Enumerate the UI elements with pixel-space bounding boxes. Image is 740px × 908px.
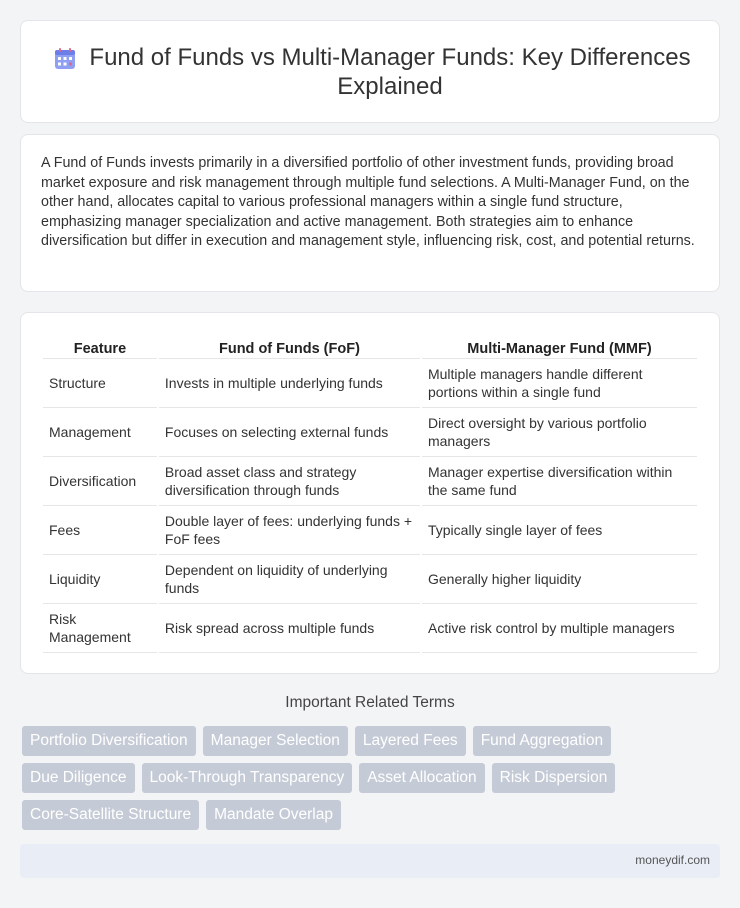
intro-paragraph: A Fund of Funds invests primarily in a diversified portfolio of other investment funds, providing broad market exposure and risk management through multiple fund selections. A Multi-Manager Fund, on the other hand, allocates capital to various professional managers within a single fund structure, emphasizing manager specialization and active management. Both strategies aim to enhance diversification but differ in execution and management style, influencing risk, cost, and potential returns.: [41, 155, 695, 249]
tag-manager-selection[interactable]: Manager Selection: [203, 726, 348, 756]
cell-fof: Invests in multiple underlying funds: [159, 359, 420, 408]
cell-feature: Diversification: [43, 457, 157, 506]
tag-fund-aggregation[interactable]: Fund Aggregation: [473, 726, 611, 756]
tag-look-through-transparency[interactable]: Look-Through Transparency: [142, 763, 353, 793]
cell-feature: Risk Management: [43, 604, 157, 653]
comparison-table: [41, 335, 699, 653]
cell-feature: Fees: [43, 506, 157, 555]
tag-due-diligence[interactable]: Due Diligence: [22, 763, 135, 793]
table-row: [43, 604, 697, 653]
cell-mmf: Typically single layer of fees: [422, 506, 697, 555]
footer-site-link[interactable]: moneydif.com: [635, 853, 710, 867]
tag-asset-allocation[interactable]: Asset Allocation: [359, 763, 484, 793]
cell-feature: Liquidity: [43, 555, 157, 604]
cell-mmf: Multiple managers handle different portions within a single fund: [422, 359, 697, 408]
tag-risk-dispersion[interactable]: Risk Dispersion: [492, 763, 616, 793]
table-header-row: [43, 335, 697, 359]
table-row: [43, 506, 697, 555]
tag-core-satellite-structure[interactable]: Core-Satellite Structure: [22, 800, 199, 830]
comparison-card: [20, 312, 720, 674]
header-mmf: Multi-Manager Fund (MMF): [422, 335, 697, 359]
cell-feature: Structure: [43, 359, 157, 408]
cell-mmf: Direct oversight by various portfolio managers: [422, 408, 697, 457]
table-row: [43, 408, 697, 457]
tag-layered-fees[interactable]: Layered Fees: [355, 726, 466, 756]
cell-feature: Management: [43, 408, 157, 457]
tag-mandate-overlap[interactable]: Mandate Overlap: [206, 800, 341, 830]
cell-mmf: Active risk control by multiple managers: [422, 604, 697, 653]
table-row: [43, 457, 697, 506]
header-fof: Fund of Funds (FoF): [159, 335, 420, 359]
related-terms-heading: Important Related Terms: [285, 694, 455, 711]
footer: [20, 844, 720, 878]
page-title: Fund of Funds vs Multi-Manager Funds: Key Differences Explained: [89, 44, 691, 100]
cell-fof: Double layer of fees: underlying funds + FoF fees: [159, 506, 420, 555]
cell-fof: Broad asset class and strategy diversification through funds: [159, 457, 420, 506]
table-row: [43, 359, 697, 408]
cell-mmf: Generally higher liquidity: [422, 555, 697, 604]
cell-fof: Focuses on selecting external funds: [159, 408, 420, 457]
cell-fof: Risk spread across multiple funds: [159, 604, 420, 653]
cell-mmf: Manager expertise diversification within the same fund: [422, 457, 697, 506]
related-terms-list: [22, 726, 632, 830]
table-row: [43, 555, 697, 604]
intro-card: [20, 134, 720, 292]
tag-portfolio-diversification[interactable]: Portfolio Diversification: [22, 726, 196, 756]
cell-fof: Dependent on liquidity of underlying funds: [159, 555, 420, 604]
header-feature: Feature: [43, 335, 157, 359]
title-card: [20, 20, 720, 123]
